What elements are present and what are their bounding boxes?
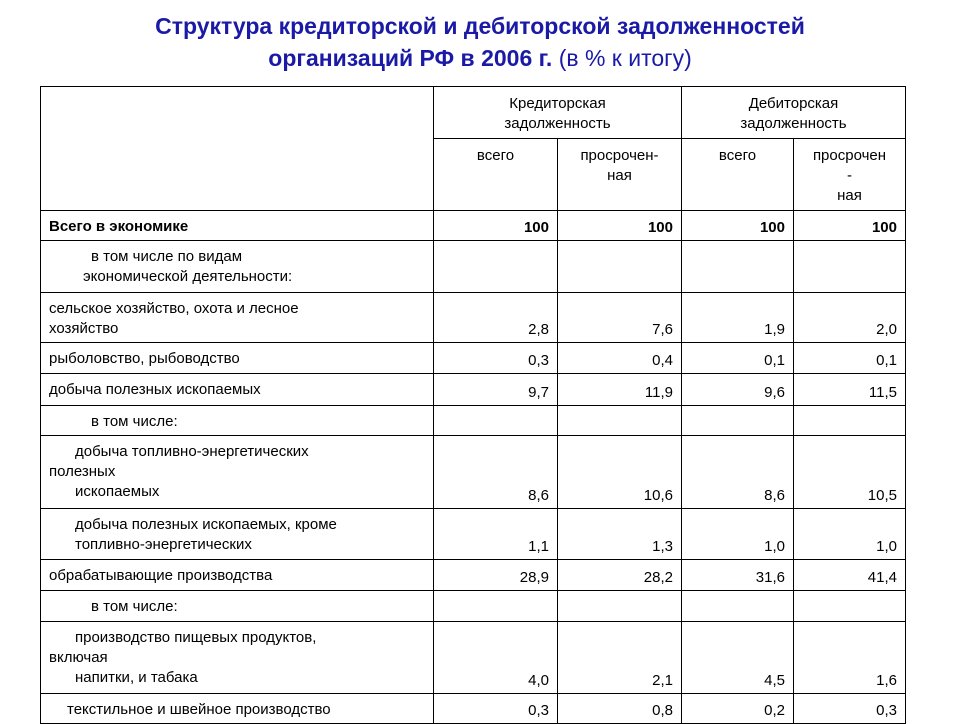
row-label-text: напитки, и табака	[75, 669, 198, 686]
header-creditor-line1: Кредиторская	[509, 95, 606, 112]
cell-credit-overdue: 100	[558, 211, 682, 241]
row-label	[41, 694, 434, 724]
debt-structure-table	[40, 86, 906, 724]
header-creditor	[434, 87, 682, 139]
table-row	[41, 622, 906, 694]
cell-debit-total: 0,2	[682, 694, 794, 724]
row-label-text: ископаемых	[75, 483, 160, 500]
row-label	[41, 560, 434, 591]
cell-credit-overdue	[558, 241, 682, 293]
title-line-2	[0, 42, 960, 74]
row-label	[41, 211, 434, 241]
cell-debit-total: 31,6	[682, 560, 794, 591]
cell-debit-overdue	[794, 591, 906, 622]
row-label-text: экономической деятельности:	[83, 268, 293, 285]
title-line-1: Структура кредиторской и дебиторской задолженностей	[155, 13, 805, 39]
header-debit-total	[682, 139, 794, 211]
cell-debit-total	[682, 241, 794, 293]
table-row	[41, 343, 906, 374]
cell-credit-total: 9,7	[434, 374, 558, 406]
header-credit-overdue-line2: ная	[607, 167, 632, 184]
row-label	[41, 406, 434, 436]
row-label-text: включая	[49, 649, 108, 666]
cell-debit-total: 8,6	[682, 436, 794, 509]
cell-debit-overdue: 100	[794, 211, 906, 241]
cell-credit-overdue: 0,4	[558, 343, 682, 374]
table-row	[41, 241, 906, 293]
cell-debit-overdue: 0,1	[794, 343, 906, 374]
table-row	[41, 591, 906, 622]
row-label-text: текстильное и швейное производство	[67, 701, 331, 718]
row-label	[41, 374, 434, 406]
header-debtor-line2: задолженность	[740, 115, 847, 132]
row-label-text: добыча полезных ископаемых	[49, 381, 261, 398]
row-label-text: Всего в экономике	[49, 218, 189, 235]
row-label-text: топливно-энергетических	[75, 536, 252, 553]
title-unit: (в % к итогу)	[558, 45, 692, 71]
row-label	[41, 591, 434, 622]
header-debit-overdue-line2: -	[847, 167, 852, 184]
cell-debit-overdue: 10,5	[794, 436, 906, 509]
row-label	[41, 241, 434, 293]
cell-credit-total: 28,9	[434, 560, 558, 591]
cell-debit-overdue	[794, 406, 906, 436]
cell-credit-overdue: 1,3	[558, 509, 682, 560]
cell-credit-overdue: 11,9	[558, 374, 682, 406]
table-row	[41, 436, 906, 509]
table-row	[41, 509, 906, 560]
table-row	[41, 406, 906, 436]
cell-credit-total: 1,1	[434, 509, 558, 560]
header-debit-total-label: всего	[718, 147, 757, 164]
row-label-text: в том числе:	[91, 598, 178, 615]
cell-debit-overdue: 11,5	[794, 374, 906, 406]
cell-credit-total: 100	[434, 211, 558, 241]
cell-debit-overdue: 2,0	[794, 293, 906, 343]
table-row	[41, 211, 906, 241]
header-credit-total	[434, 139, 558, 211]
cell-credit-total: 2,8	[434, 293, 558, 343]
cell-debit-total: 100	[682, 211, 794, 241]
row-label-text: производство пищевых продуктов,	[75, 629, 317, 646]
row-label	[41, 509, 434, 560]
table-row	[41, 694, 906, 724]
cell-debit-total: 4,5	[682, 622, 794, 694]
row-label-text: в том числе:	[91, 413, 178, 430]
cell-debit-overdue: 0,3	[794, 694, 906, 724]
row-label	[41, 293, 434, 343]
table-row	[41, 560, 906, 591]
cell-debit-overdue: 41,4	[794, 560, 906, 591]
cell-credit-total: 0,3	[434, 343, 558, 374]
cell-debit-overdue: 1,0	[794, 509, 906, 560]
cell-debit-total: 9,6	[682, 374, 794, 406]
row-label-text: рыболовство, рыбоводство	[49, 350, 240, 367]
row-label	[41, 436, 434, 509]
header-creditor-line2: задолженность	[504, 115, 611, 132]
cell-credit-overdue: 28,2	[558, 560, 682, 591]
cell-credit-total: 0,3	[434, 694, 558, 724]
cell-debit-total: 1,0	[682, 509, 794, 560]
row-label	[41, 622, 434, 694]
cell-credit-total: 4,0	[434, 622, 558, 694]
header-debtor	[682, 87, 906, 139]
title-line-2-main: организаций РФ в 2006 г.	[268, 45, 553, 71]
row-label-text: добыча полезных ископаемых, кроме	[75, 516, 337, 533]
row-label-text: в том числе по видам	[91, 248, 243, 265]
cell-credit-overdue: 0,8	[558, 694, 682, 724]
row-label-text: сельское хозяйство, охота и лесное	[49, 300, 299, 317]
cell-credit-overdue	[558, 591, 682, 622]
header-debit-overdue-line3: ная	[837, 187, 862, 204]
header-credit-total-label: всего	[476, 147, 515, 164]
cell-debit-total	[682, 406, 794, 436]
cell-credit-total	[434, 241, 558, 293]
row-label-text: добыча топливно-энергетических	[75, 443, 309, 460]
header-credit-overdue-line1: просрочен-	[580, 147, 659, 164]
cell-credit-total	[434, 406, 558, 436]
row-label-text: обрабатывающие производства	[49, 567, 273, 584]
cell-debit-overdue: 1,6	[794, 622, 906, 694]
header-debtor-line1: Дебиторская	[748, 95, 839, 112]
cell-credit-total	[434, 591, 558, 622]
row-label-text: хозяйство	[49, 320, 119, 337]
slide-title	[0, 10, 960, 74]
row-label-text: полезных	[49, 463, 116, 480]
cell-credit-overdue: 2,1	[558, 622, 682, 694]
header-blank-cell	[41, 87, 434, 211]
cell-credit-overdue: 10,6	[558, 436, 682, 509]
cell-debit-total	[682, 591, 794, 622]
cell-debit-total: 1,9	[682, 293, 794, 343]
header-debit-overdue-line1: просрочен	[812, 147, 887, 164]
cell-debit-overdue	[794, 241, 906, 293]
cell-credit-overdue: 7,6	[558, 293, 682, 343]
cell-debit-total: 0,1	[682, 343, 794, 374]
table-row	[41, 374, 906, 406]
cell-credit-total: 8,6	[434, 436, 558, 509]
header-debit-overdue	[794, 139, 906, 211]
cell-credit-overdue	[558, 406, 682, 436]
table-row	[41, 293, 906, 343]
header-credit-overdue	[558, 139, 682, 211]
row-label	[41, 343, 434, 374]
